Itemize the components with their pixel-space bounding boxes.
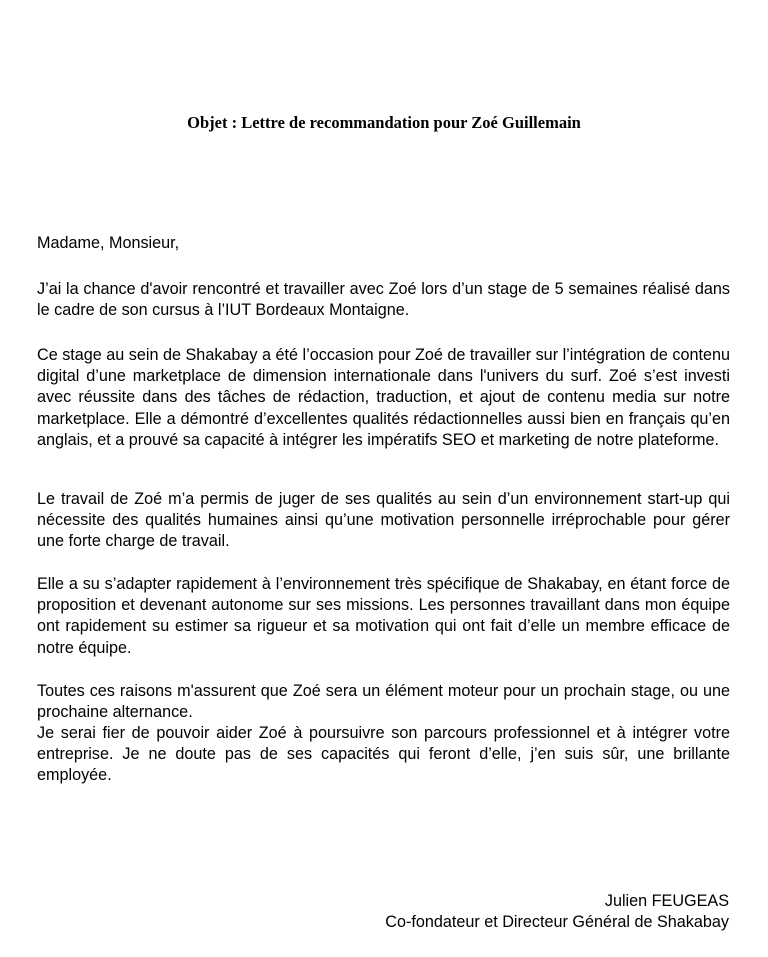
letter-subject: Objet : Lettre de recommandation pour Zoé Guillemain (187, 113, 581, 132)
signature-name: Julien FEUGEAS (604, 892, 729, 910)
signature-block (385, 891, 729, 933)
signature-title: Co-fondateur et Directeur Général de Shakabay (385, 913, 729, 931)
paragraph-recommendation: Je serai fier de pouvoir aider Zoé à poursuivre son parcours professionnel et à intégrer votre entreprise. Je ne doute pas de ses capacités qui feront d’elle, j’en suis sûr, une brillante employée. (37, 724, 730, 785)
paragraph-internship-intro: J’ai la chance d'avoir rencontré et travailler avec Zoé lors d’un stage de 5 semaines réalisé dans le cadre de son cursus à l’IUT Bordeaux Montaigne. (37, 280, 730, 320)
paragraph-adaptation: Elle a su s’adapter rapidement à l’environnement très spécifique de Shakabay, en étant force de proposition et devenant autonome sur ses missions. Les personnes travaillant dans mon équipe ont rapidement su estimer sa rigueur et sa motivation qui ont fait d’elle un membre efficace de notre équipe. (37, 575, 730, 657)
paragraph-internship-details: Ce stage au sein de Shakabay a été l’occasion pour Zoé de travailler sur l’intégration de contenu digital d’une marketplace de dimension internationale dans l'univers du surf. Zoé s’est investi avec réussite dans des tâches de rédaction, traduction, et ajout de contenu media sur notre marketplace. Elle a démontré d’excellentes qualités rédactionnelles aussi bien en français qu’en anglais, et a prouvé sa capacité à intégrer les impératifs SEO et marketing de notre plateforme. (37, 346, 730, 449)
paragraph-startup-qualities: Le travail de Zoé m’a permis de juger de ses qualités au sein d’un environnement start-up qui nécessite des qualités humaines ainsi qu’une motivation personnelle irréprochable pour gérer une forte charge de travail. (37, 490, 730, 551)
paragraph-conclusion: Toutes ces raisons m'assurent que Zoé sera un élément moteur pour un prochain stage, ou une prochaine alternance. (37, 682, 730, 722)
salutation: Madame, Monsieur, (37, 234, 180, 252)
